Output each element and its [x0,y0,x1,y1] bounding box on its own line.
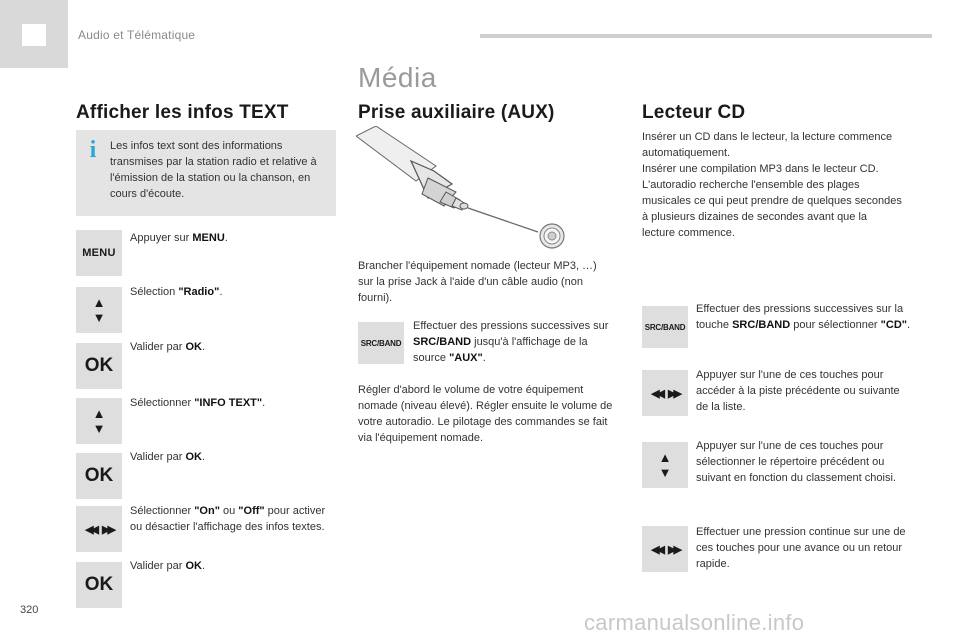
ok-key [76,343,122,389]
src-band-key-label: SRC/BAND [644,322,686,332]
arrow-up-icon: ▲ [92,406,106,421]
heading-infos-text: Afficher les infos TEXT [76,102,289,123]
arrow-up-icon: ▲ [92,295,106,310]
aux-paragraph-3: Régler d'abord le volume de votre équipement nomade (niveau élevé). Régler ensuite le volume de votre autoradio. Le pilotage des commandes se fait via l'équipement nomade. [358,384,613,444]
step-6: Sélectionner "On" ou "Off" pour activer ou désactier l'affichage des infos textes. [130,505,326,533]
fast-forward-icon: ▶▶ [668,387,679,400]
cd-step-1: Effectuer des pressions successives sur la touche SRC/BAND pour sélectionner "CD". [696,303,911,331]
heading-aux: Prise auxiliaire (AUX) [358,102,555,123]
step-1: Appuyer sur MENU. [130,232,228,244]
ok-key-label: OK [84,574,114,595]
cd-intro: Insérer un CD dans le lecteur, la lecture commence automatiquement. Insérer une compilation MP3 dans le lecteur CD. L'autoradio recherche l'ensemble des plages musicales ce qui peut prendre de quelques secondes à plusieurs dizaines de secondes avant que la lecture commence. [642,131,902,239]
ok-key-label: OK [84,355,114,376]
step-2: Sélection "Radio". [130,286,223,298]
ok-key [76,453,122,499]
corner-tab [0,0,68,68]
prev-next-keys [642,370,688,416]
rewind-icon: ◀◀ [651,387,662,400]
header-rule [480,34,932,38]
info-box [76,130,336,216]
src-band-key-label: SRC/BAND [360,338,402,348]
arrow-down-icon: ▼ [658,465,672,480]
cd-step-2: Appuyer sur l'une de ces touches pour accéder à la piste précédente ou suivante de la liste. [696,369,900,413]
page-title: Média [358,62,437,93]
menu-key [76,230,122,276]
src-band-key [642,306,688,348]
heading-cd: Lecteur CD [642,102,746,123]
prev-next-keys [76,506,122,552]
arrow-down-icon: ▼ [92,310,106,325]
step-7: Valider par OK. [130,560,205,572]
aux-paragraph-2: Effectuer des pressions successives sur SRC/BAND jusqu'à l'affichage de la source "AUX". [413,320,609,364]
rewind-icon: ◀◀ [651,543,662,556]
step-3: Valider par OK. [130,341,205,353]
prev-next-keys [642,526,688,572]
up-down-keys [642,442,688,488]
cd-step-4: Effectuer une pression continue sur une de ces touches pour une avance ou un retour rapide. [696,526,906,570]
up-down-keys [76,398,122,444]
ok-key [76,562,122,608]
jack-plug-illustration [356,126,576,256]
header-section-title: Audio et Télématique [78,28,196,42]
menu-key-label: MENU [82,247,116,259]
cd-step-3: Appuyer sur l'une de ces touches pour sélectionner le répertoire précédent ou suivant en fonction du classement choisi. [696,440,896,484]
ok-key-label: OK [84,465,114,486]
up-down-keys [76,287,122,333]
rewind-icon: ◀◀ [85,523,96,536]
info-icon: i [89,137,97,163]
page-number: 320 [20,604,39,616]
step-5: Valider par OK. [130,451,205,463]
src-band-key [358,322,404,364]
arrow-up-icon: ▲ [658,450,672,465]
aux-paragraph-1: Brancher l'équipement nomade (lecteur MP3, …) sur la prise Jack à l'aide d'un câble audio (non fourni). [358,260,597,304]
arrow-down-icon: ▼ [92,421,106,436]
info-text: Les infos text sont des informations transmises par la station radio et relative à l'émission de la station ou la chanson, en cours d'écoute. [110,140,317,200]
watermark: carmanualsonline.info [584,610,805,635]
fast-forward-icon: ▶▶ [102,523,113,536]
fast-forward-icon: ▶▶ [668,543,679,556]
step-4: Sélectionner "INFO TEXT". [130,397,266,409]
